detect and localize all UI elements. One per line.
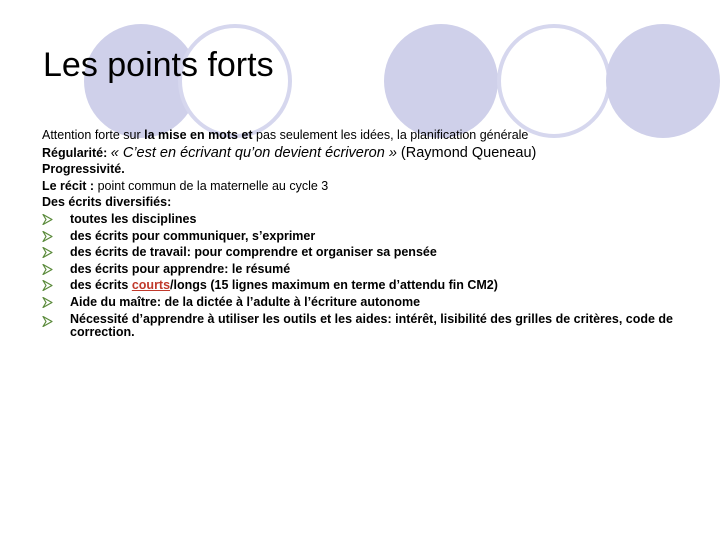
- bullet-text: des écrits pour communiquer, s’exprimer: [70, 228, 316, 243]
- body-line-recit: [42, 178, 702, 195]
- list-item: [42, 277, 702, 294]
- decorative-ring: [497, 24, 611, 138]
- list-item: [42, 294, 702, 311]
- body-line-ecrits: Des écrits diversifiés:: [42, 195, 172, 210]
- arrowhead-bullet-icon: [42, 228, 58, 242]
- quote-author: (Raymond Queneau): [396, 144, 537, 161]
- slide-title: Les points forts: [43, 46, 274, 84]
- arrowhead-bullet-icon: [42, 313, 58, 327]
- bullet-text-pre: des écrits: [70, 278, 132, 293]
- recit-label: Le récit :: [42, 178, 98, 193]
- arrowhead-bullet-icon: [42, 244, 58, 258]
- attention-bold-text: la mise en mots et: [144, 128, 253, 142]
- body-line-regularite: [42, 145, 702, 162]
- bullet-text: Nécessité d’apprendre à utiliser les outils et les aides: intérêt, lisibilité des grilles de critères, code de correction.: [70, 311, 674, 340]
- slide-body: [42, 127, 702, 340]
- arrowhead-bullet-icon: [42, 211, 58, 225]
- list-item: [42, 244, 702, 261]
- list-item: [42, 261, 702, 278]
- bullet-text: toutes les disciplines: [70, 211, 197, 226]
- list-item: [42, 313, 702, 340]
- bullet-text: des écrits de travail: pour comprendre et organiser sa pensée: [70, 245, 437, 260]
- body-line-progressivite: Progressivité.: [42, 162, 125, 177]
- underlined-word: courts: [131, 278, 171, 293]
- attention-text: Attention forte sur: [42, 128, 145, 142]
- list-item: [42, 228, 702, 245]
- attention-rest-text: pas seulement les idées, la planification générale: [252, 128, 529, 142]
- bullet-text: Aide du maître: de la dictée à l’adulte à l’écriture autonome: [70, 294, 421, 309]
- bullet-text: [70, 278, 498, 292]
- list-item: [42, 211, 702, 228]
- arrowhead-bullet-icon: [42, 261, 58, 275]
- decorative-circle: [384, 24, 498, 138]
- bullet-text-post: /longs (15 lignes maximum en terme d’attendu fin CM2): [170, 278, 498, 293]
- queneau-quote: « C’est en écrivant qu’on devient écriveron »: [110, 144, 397, 161]
- bullet-text: des écrits pour apprendre: le résumé: [70, 261, 291, 276]
- arrowhead-bullet-icon: [42, 277, 58, 291]
- recit-text: point commun de la maternelle au cycle 3: [97, 178, 329, 193]
- regularite-label: Régularité:: [42, 145, 111, 160]
- body-line-attention: [42, 127, 702, 144]
- decorative-circle: [606, 24, 720, 138]
- arrowhead-bullet-icon: [42, 294, 58, 308]
